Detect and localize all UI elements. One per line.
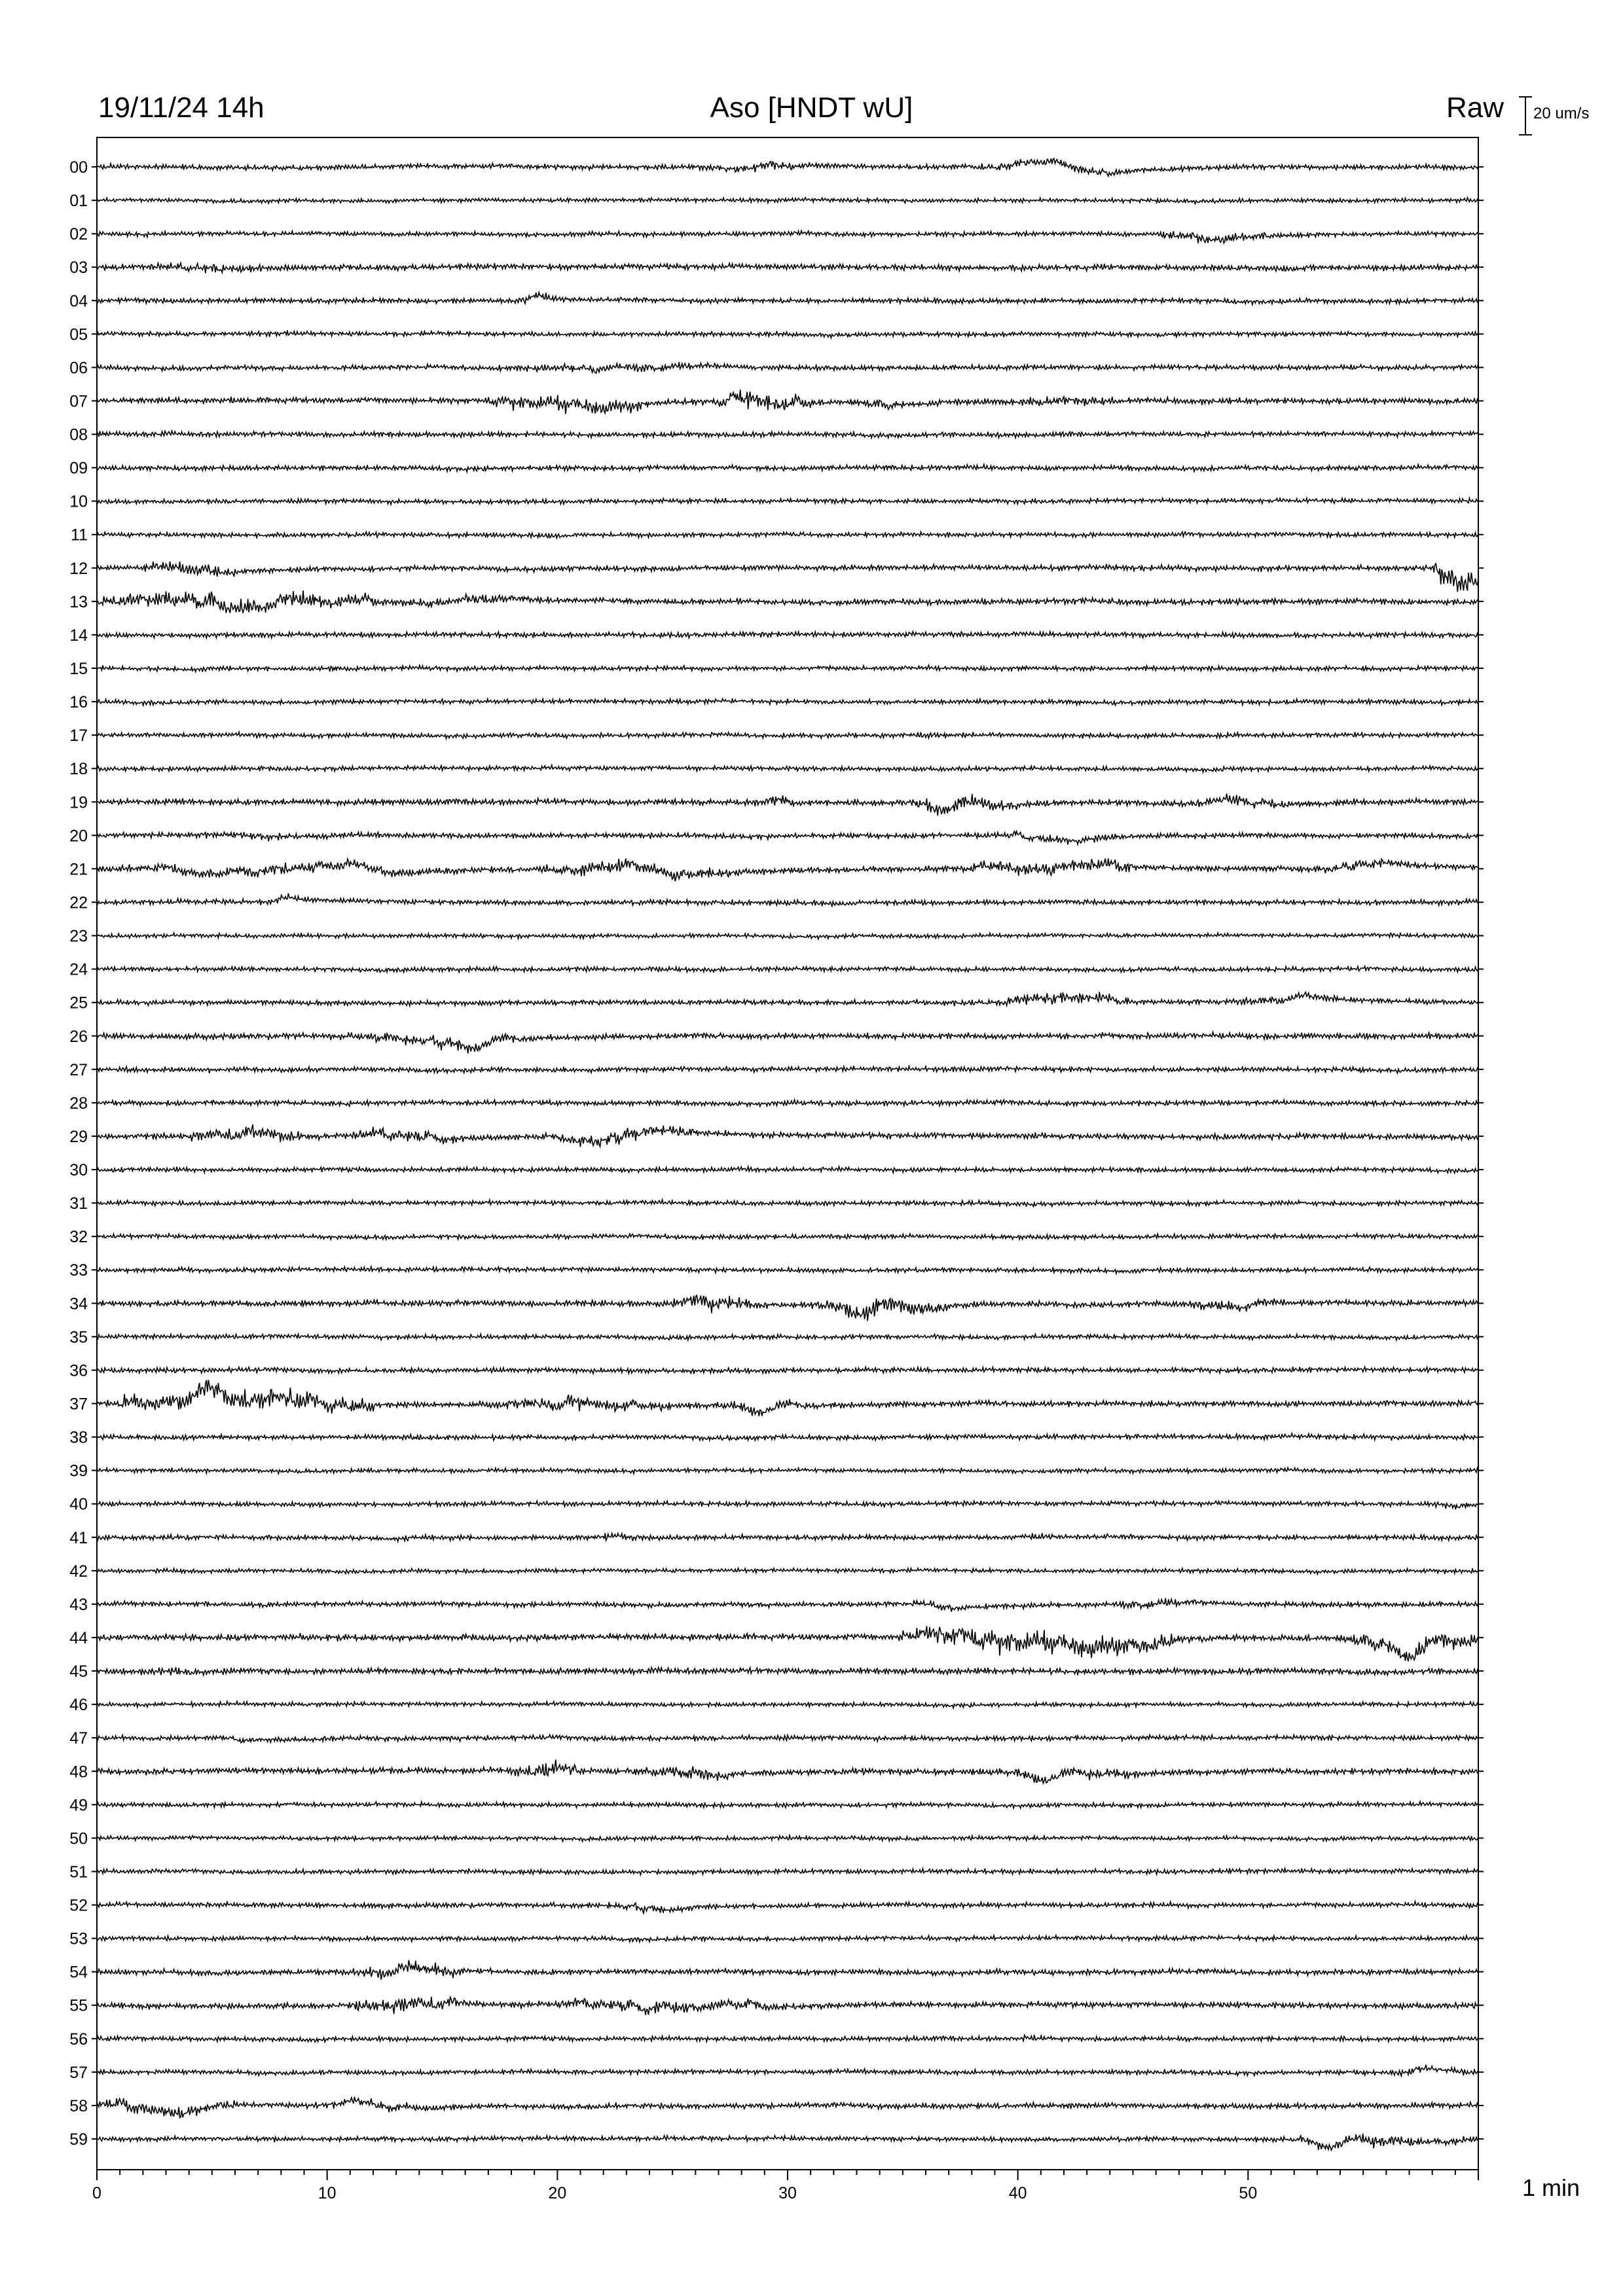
trace-row-57: [97, 2065, 1478, 2076]
trace-row-15: [97, 665, 1478, 672]
trace-row-35: [97, 1334, 1478, 1340]
trace-row-45: [97, 1667, 1478, 1675]
row-label: 43: [69, 1595, 88, 1614]
trace-row-28: [97, 1100, 1478, 1106]
trace-row-10: [97, 498, 1478, 505]
trace-row-05: [97, 331, 1478, 338]
date-hour-label: 19/11/24 14h: [98, 92, 264, 124]
row-label: 25: [69, 994, 88, 1013]
row-label: 55: [69, 1996, 88, 2015]
row-label: 42: [69, 1562, 88, 1581]
x-tick-label: 30: [778, 2184, 797, 2202]
row-label: 49: [69, 1796, 88, 1815]
row-label: 06: [69, 359, 88, 378]
trace-row-49: [97, 1802, 1478, 1808]
trace-row-42: [97, 1568, 1478, 1575]
trace-row-52: [97, 1901, 1478, 1914]
trace-row-47: [97, 1735, 1478, 1743]
filter-label: Raw: [1446, 92, 1504, 124]
trace-row-29: [97, 1124, 1478, 1147]
trace-row-46: [97, 1701, 1478, 1708]
row-label: 45: [69, 1662, 88, 1681]
trace-row-56: [97, 2035, 1478, 2042]
trace-row-23: [97, 933, 1478, 939]
trace-row-03: [97, 262, 1478, 273]
row-label: 37: [69, 1395, 88, 1414]
row-label: 53: [69, 1929, 88, 1948]
trace-row-50: [97, 1835, 1478, 1841]
row-label: 33: [69, 1261, 88, 1280]
trace-row-54: [97, 1960, 1478, 1980]
row-label: 12: [69, 559, 88, 578]
trace-row-14: [97, 632, 1478, 638]
row-label: 16: [69, 693, 88, 712]
trace-row-08: [97, 431, 1478, 438]
row-label: 47: [69, 1729, 88, 1748]
trace-row-06: [97, 362, 1478, 373]
trace-row-32: [97, 1234, 1478, 1240]
amplitude-scale-label: 20 um/s: [1533, 105, 1590, 122]
row-label: 24: [69, 960, 88, 979]
row-label: 27: [69, 1060, 88, 1079]
row-label: 20: [69, 827, 88, 846]
trace-row-41: [97, 1533, 1478, 1541]
row-label: 56: [69, 2030, 88, 2049]
trace-row-18: [97, 765, 1478, 772]
row-label: 41: [69, 1528, 88, 1547]
trace-row-44: [97, 1626, 1478, 1662]
trace-row-16: [97, 698, 1478, 706]
row-label: 57: [69, 2063, 88, 2082]
trace-row-33: [97, 1266, 1478, 1274]
row-label: 08: [69, 425, 88, 444]
trace-row-04: [97, 293, 1478, 305]
station-title: Aso [HNDT wU]: [710, 92, 913, 124]
row-label: 59: [69, 2130, 88, 2149]
row-label: 44: [69, 1628, 88, 1647]
trace-row-55: [97, 1997, 1478, 2015]
trace-row-37: [97, 1380, 1478, 1416]
trace-row-20: [97, 831, 1478, 845]
row-label: 58: [69, 2096, 88, 2115]
trace-row-11: [97, 532, 1478, 539]
row-label: 21: [69, 860, 88, 879]
row-label: 13: [69, 592, 88, 611]
trace-row-17: [97, 732, 1478, 738]
trace-row-21: [97, 859, 1478, 882]
trace-row-48: [97, 1760, 1478, 1784]
row-label: 29: [69, 1127, 88, 1146]
trace-row-31: [97, 1200, 1478, 1207]
trace-row-30: [97, 1166, 1478, 1173]
trace-row-24: [97, 966, 1478, 973]
x-tick-label: 40: [1008, 2184, 1027, 2202]
x-tick-label: 50: [1239, 2184, 1258, 2202]
row-label: 22: [69, 893, 88, 912]
row-label: 02: [69, 225, 88, 244]
trace-row-40: [97, 1501, 1478, 1509]
row-label: 05: [69, 325, 88, 344]
trace-row-26: [97, 1032, 1478, 1054]
row-label: 03: [69, 259, 88, 278]
row-label: 31: [69, 1194, 88, 1213]
row-label: 52: [69, 1896, 88, 1915]
row-label: 00: [69, 158, 88, 177]
trace-row-13: [97, 590, 1478, 613]
row-label: 04: [69, 292, 88, 311]
trace-row-51: [97, 1868, 1478, 1874]
row-label: 09: [69, 459, 88, 478]
row-label: 34: [69, 1295, 88, 1314]
row-label: 40: [69, 1495, 88, 1514]
time-unit-label: 1 min: [1522, 2174, 1580, 2201]
row-label: 19: [69, 793, 88, 812]
row-label: 50: [69, 1829, 88, 1848]
trace-row-59: [97, 2134, 1478, 2150]
row-label: 26: [69, 1027, 88, 1046]
row-label: 28: [69, 1094, 88, 1113]
trace-row-39: [97, 1467, 1478, 1474]
row-label: 30: [69, 1161, 88, 1180]
trace-row-43: [97, 1598, 1478, 1612]
row-label: 35: [69, 1328, 88, 1347]
plot-frame: [97, 137, 1478, 2170]
row-label: 51: [69, 1863, 88, 1882]
row-label: 15: [69, 660, 88, 679]
trace-row-27: [97, 1066, 1478, 1073]
row-label: 10: [69, 492, 88, 511]
trace-row-25: [97, 992, 1478, 1006]
x-tick-label: 20: [548, 2184, 567, 2202]
row-label: 46: [69, 1696, 88, 1715]
row-label: 14: [69, 626, 88, 645]
trace-row-58: [97, 2097, 1478, 2118]
row-label: 01: [69, 192, 88, 211]
row-label: 17: [69, 726, 88, 745]
x-tick-label: 0: [92, 2184, 101, 2202]
trace-row-02: [97, 231, 1478, 243]
row-label: 54: [69, 1963, 88, 1982]
row-label: 23: [69, 927, 88, 946]
trace-row-36: [97, 1367, 1478, 1374]
trace-row-00: [97, 158, 1478, 176]
trace-row-07: [97, 389, 1478, 414]
trace-row-19: [97, 794, 1478, 816]
trace-row-01: [97, 198, 1478, 204]
trace-row-09: [97, 465, 1478, 473]
row-label: 48: [69, 1763, 88, 1782]
x-tick-label: 10: [318, 2184, 337, 2202]
row-label: 39: [69, 1462, 88, 1480]
row-label: 07: [69, 392, 88, 411]
row-label: 32: [69, 1228, 88, 1247]
amplitude-scale-bar: [1519, 97, 1532, 135]
trace-row-34: [97, 1295, 1478, 1321]
trace-row-12: [97, 562, 1478, 592]
trace-row-22: [97, 893, 1478, 906]
row-label: 11: [71, 526, 88, 545]
trace-row-53: [97, 1935, 1478, 1942]
row-label: 36: [69, 1361, 88, 1380]
trace-row-38: [97, 1433, 1478, 1441]
row-label: 38: [69, 1428, 88, 1447]
row-label: 18: [69, 760, 88, 779]
